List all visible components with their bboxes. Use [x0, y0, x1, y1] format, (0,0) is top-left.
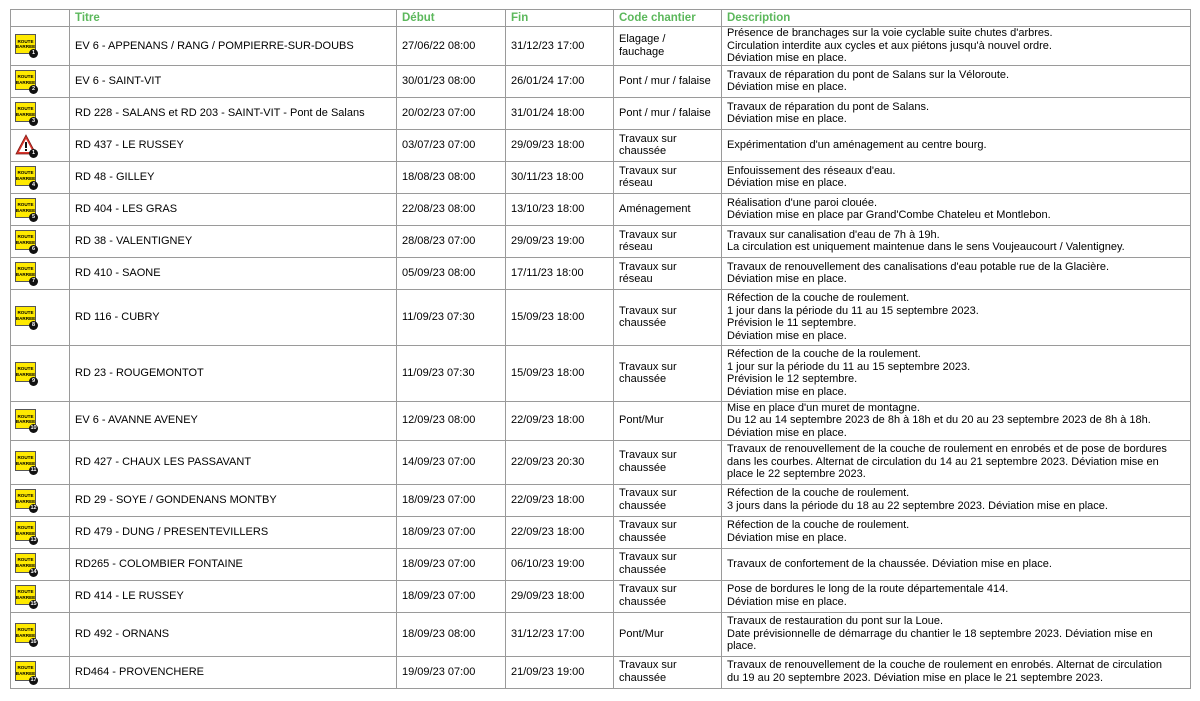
- row-number-badge: 16: [30, 638, 37, 645]
- sign-text: ROUTE: [17, 38, 34, 44]
- table-row[interactable]: [11, 65, 1191, 97]
- row-number-badge: 8: [29, 321, 38, 330]
- row-end-date: 17/11/23 18:00: [506, 257, 614, 289]
- table-row[interactable]: [11, 516, 1191, 548]
- table-row[interactable]: [11, 97, 1191, 129]
- row-description: Expérimentation d'un aménagement au centre bourg.: [722, 129, 1191, 161]
- row-description: Mise en place d'un muret de montagne. Du 12 au 14 septembre 2023 de 8h à 18h et du 20 au 23 septembre 2023 de 8h à 18h. Déviation mise en place.: [722, 401, 1191, 440]
- row-description: Pose de bordures le long de la route départementale 414. Déviation mise en place.: [722, 580, 1191, 612]
- row-start-date: 30/01/23 08:00: [397, 65, 506, 97]
- row-number-badge: 15: [30, 600, 37, 607]
- header-end[interactable]: Fin: [506, 10, 614, 27]
- row-number-badge: 10: [30, 425, 37, 432]
- row-end-date: 31/01/24 18:00: [506, 97, 614, 129]
- sign-text: BARREE: [15, 460, 36, 466]
- sign-text: ROUTE: [17, 202, 34, 208]
- row-start-date: 12/09/23 08:00: [397, 401, 506, 440]
- row-start-date: 11/09/23 07:30: [397, 289, 506, 345]
- row-end-date: 15/09/23 18:00: [506, 289, 614, 345]
- row-worksite-code: Travaux sur chaussée: [614, 548, 722, 580]
- sign-text: ROUTE: [17, 589, 34, 595]
- route-barree-sign-icon: [15, 166, 37, 189]
- table-body: [11, 27, 1191, 689]
- row-description: Présence de branchages sur la voie cyclable suite chutes d'arbres. Circulation interdite aux cycles et aux piétons jusqu'à nouvel ordre. Déviation mise en place.: [722, 27, 1191, 66]
- sign-text: ROUTE: [17, 266, 34, 272]
- table-row[interactable]: [11, 484, 1191, 516]
- header-description[interactable]: Description: [722, 10, 1191, 27]
- sign-text: ROUTE: [17, 106, 34, 112]
- row-title: RD 437 - LE RUSSEY: [70, 129, 397, 161]
- warning-triangle-icon: [15, 134, 37, 157]
- row-end-date: 29/09/23 19:00: [506, 225, 614, 257]
- row-number-badge: 12: [30, 504, 37, 511]
- row-start-date: 18/09/23 07:00: [397, 484, 506, 516]
- row-title: RD 404 - LES GRAS: [70, 193, 397, 225]
- row-start-date: 20/02/23 07:00: [397, 97, 506, 129]
- sign-text: ROUTE: [17, 525, 34, 531]
- table-row[interactable]: [11, 612, 1191, 656]
- sign-text: ROUTE: [17, 557, 34, 563]
- sign-text: BARREE: [15, 530, 36, 536]
- row-title: EV 6 - APPENANS / RANG / POMPIERRE-SUR-DOUBS: [70, 27, 397, 66]
- row-description: Travaux de réparation du pont de Salans. Déviation mise en place.: [722, 97, 1191, 129]
- sign-text: BARREE: [15, 79, 36, 85]
- row-title: EV 6 - AVANNE AVENEY: [70, 401, 397, 440]
- row-description: Travaux de confortement de la chaussée. Déviation mise en place.: [722, 548, 1191, 580]
- row-description: Enfouissement des réseaux d'eau. Déviation mise en place.: [722, 161, 1191, 193]
- row-worksite-code: Travaux sur chaussée: [614, 440, 722, 484]
- route-barree-sign-icon: [15, 409, 37, 432]
- route-barree-sign-icon: [15, 198, 37, 221]
- roadworks-table-container: [10, 9, 1190, 689]
- row-sign-cell: [11, 65, 70, 97]
- roadworks-table: [10, 9, 1191, 689]
- row-number-badge: 9: [29, 377, 38, 386]
- row-end-date: 22/09/23 18:00: [506, 516, 614, 548]
- row-end-date: 26/01/24 17:00: [506, 65, 614, 97]
- row-title: RD 38 - VALENTIGNEY: [70, 225, 397, 257]
- row-title: RD 479 - DUNG / PRESENTEVILLERS: [70, 516, 397, 548]
- row-sign-cell: [11, 580, 70, 612]
- table-row[interactable]: [11, 656, 1191, 688]
- row-end-date: 22/09/23 18:00: [506, 484, 614, 516]
- row-number-badge: 6: [29, 245, 38, 254]
- row-worksite-code: Travaux sur chaussée: [614, 129, 722, 161]
- route-barree-sign-icon: [15, 451, 37, 474]
- row-title: RD 427 - CHAUX LES PASSAVANT: [70, 440, 397, 484]
- row-start-date: 05/09/23 08:00: [397, 257, 506, 289]
- row-title: RD 48 - GILLEY: [70, 161, 397, 193]
- row-end-date: 15/09/23 18:00: [506, 345, 614, 401]
- route-barree-sign-icon: [15, 362, 37, 385]
- row-end-date: 31/12/23 17:00: [506, 612, 614, 656]
- table-row[interactable]: [11, 289, 1191, 345]
- row-title: EV 6 - SAINT-VIT: [70, 65, 397, 97]
- row-sign-cell: [11, 129, 70, 161]
- sign-text: BARREE: [15, 562, 36, 568]
- row-number-badge: 2: [29, 85, 38, 94]
- row-title: RD 414 - LE RUSSEY: [70, 580, 397, 612]
- header-code[interactable]: Code chantier: [614, 10, 722, 27]
- row-sign-cell: [11, 193, 70, 225]
- route-barree-sign-icon: [15, 553, 37, 576]
- row-number-badge: 1: [29, 49, 38, 58]
- row-number-badge: 3: [29, 117, 38, 126]
- row-description: Travaux de restauration du pont sur la Loue. Date prévisionnelle de démarrage du chantier le 18 septembre 2023. Déviation mise en place.: [722, 612, 1191, 656]
- sign-text: ROUTE: [17, 234, 34, 240]
- row-worksite-code: Travaux sur chaussée: [614, 656, 722, 688]
- sign-text: ROUTE: [17, 413, 34, 419]
- row-sign-cell: [11, 289, 70, 345]
- row-end-date: 30/11/23 18:00: [506, 161, 614, 193]
- row-end-date: 22/09/23 20:30: [506, 440, 614, 484]
- row-worksite-code: Travaux sur chaussée: [614, 289, 722, 345]
- row-sign-cell: [11, 257, 70, 289]
- sign-text: ROUTE: [17, 74, 34, 80]
- row-number-badge: 7: [29, 277, 38, 286]
- row-sign-cell: [11, 612, 70, 656]
- row-end-date: 29/09/23 18:00: [506, 580, 614, 612]
- route-barree-sign-icon: [15, 585, 37, 608]
- row-title: RD 29 - SOYE / GONDENANS MONTBY: [70, 484, 397, 516]
- sign-text: BARREE: [15, 632, 36, 638]
- row-worksite-code: Travaux sur chaussée: [614, 345, 722, 401]
- row-title: RD 228 - SALANS et RD 203 - SAINT-VIT - Pont de Salans: [70, 97, 397, 129]
- row-title: RD265 - COLOMBIER FONTAINE: [70, 548, 397, 580]
- row-start-date: 18/08/23 08:00: [397, 161, 506, 193]
- row-worksite-code: Travaux sur chaussée: [614, 516, 722, 548]
- sign-text: BARREE: [15, 594, 36, 600]
- row-start-date: 18/09/23 07:00: [397, 548, 506, 580]
- row-end-date: 21/09/23 19:00: [506, 656, 614, 688]
- row-number-badge: 1: [29, 149, 38, 158]
- row-sign-cell: [11, 27, 70, 66]
- sign-text: BARREE: [15, 44, 36, 50]
- sign-text: BARREE: [15, 371, 36, 377]
- row-sign-cell: [11, 656, 70, 688]
- row-worksite-code: Travaux sur réseau: [614, 257, 722, 289]
- table-row[interactable]: [11, 440, 1191, 484]
- row-worksite-code: Aménagement: [614, 193, 722, 225]
- sign-text: BARREE: [15, 498, 36, 504]
- row-start-date: 03/07/23 07:00: [397, 129, 506, 161]
- row-number-badge: 5: [29, 213, 38, 222]
- row-start-date: 22/08/23 08:00: [397, 193, 506, 225]
- row-end-date: 13/10/23 18:00: [506, 193, 614, 225]
- row-description: Travaux sur canalisation d'eau de 7h à 19h. La circulation est uniquement maintenue dans le sens Voujeaucourt / Valentigney.: [722, 225, 1191, 257]
- row-sign-cell: [11, 440, 70, 484]
- row-number-badge: 4: [29, 181, 38, 190]
- sign-text: ROUTE: [17, 170, 34, 176]
- route-barree-sign-icon: [15, 661, 37, 684]
- row-sign-cell: [11, 516, 70, 548]
- sign-text: BARREE: [15, 271, 36, 277]
- route-barree-sign-icon: [15, 230, 37, 253]
- sign-text: BARREE: [15, 175, 36, 181]
- row-title: RD 23 - ROUGEMONTOT: [70, 345, 397, 401]
- row-number-badge: 13: [30, 536, 37, 543]
- row-worksite-code: Elagage / fauchage: [614, 27, 722, 66]
- sign-text: BARREE: [15, 239, 36, 245]
- sign-text: BARREE: [15, 670, 36, 676]
- row-number-badge: 11: [30, 466, 37, 473]
- route-barree-sign-icon: [15, 623, 37, 646]
- table-row[interactable]: [11, 225, 1191, 257]
- sign-text: BARREE: [15, 111, 36, 117]
- table-row[interactable]: [11, 129, 1191, 161]
- row-description: Réalisation d'une paroi clouée. Déviation mise en place par Grand'Combe Chateleu et Montlebon.: [722, 193, 1191, 225]
- route-barree-sign-icon: [15, 521, 37, 544]
- header-title[interactable]: Titre: [70, 10, 397, 27]
- row-end-date: 29/09/23 18:00: [506, 129, 614, 161]
- row-start-date: 27/06/22 08:00: [397, 27, 506, 66]
- row-description: Travaux de réparation du pont de Salans sur la Véloroute. Déviation mise en place.: [722, 65, 1191, 97]
- table-header-row: [11, 10, 1191, 27]
- route-barree-sign-icon: [15, 34, 37, 57]
- row-start-date: 14/09/23 07:00: [397, 440, 506, 484]
- row-sign-cell: [11, 161, 70, 193]
- sign-text: ROUTE: [17, 627, 34, 633]
- sign-text: ROUTE: [17, 310, 34, 316]
- row-sign-cell: [11, 401, 70, 440]
- route-barree-sign-icon: [15, 70, 37, 93]
- table-row[interactable]: [11, 345, 1191, 401]
- row-end-date: 22/09/23 18:00: [506, 401, 614, 440]
- table-row[interactable]: [11, 27, 1191, 66]
- row-title: RD 116 - CUBRY: [70, 289, 397, 345]
- sign-text: BARREE: [15, 419, 36, 425]
- row-end-date: 31/12/23 17:00: [506, 27, 614, 66]
- sign-text: ROUTE: [17, 493, 34, 499]
- row-worksite-code: Pont / mur / falaise: [614, 65, 722, 97]
- row-worksite-code: Travaux sur réseau: [614, 161, 722, 193]
- row-number-badge: 14: [30, 568, 37, 575]
- row-title: RD 410 - SAONE: [70, 257, 397, 289]
- sign-text: ROUTE: [17, 366, 34, 372]
- sign-text: ROUTE: [17, 455, 34, 461]
- row-sign-cell: [11, 548, 70, 580]
- row-start-date: 18/09/23 08:00: [397, 612, 506, 656]
- table-row[interactable]: [11, 548, 1191, 580]
- row-start-date: 11/09/23 07:30: [397, 345, 506, 401]
- row-sign-cell: [11, 484, 70, 516]
- row-start-date: 18/09/23 07:00: [397, 516, 506, 548]
- row-sign-cell: [11, 225, 70, 257]
- row-description: Réfection de la couche de la roulement. 1 jour sur la période du 11 au 15 septembre 2023. Prévision le 12 septembre. Déviation mise en place.: [722, 345, 1191, 401]
- table-row[interactable]: [11, 580, 1191, 612]
- table-row[interactable]: [11, 257, 1191, 289]
- sign-text: BARREE: [15, 207, 36, 213]
- row-description: Réfection de la couche de roulement. Déviation mise en place.: [722, 516, 1191, 548]
- header-icon: [11, 10, 70, 27]
- row-description: Travaux de renouvellement de la couche de roulement en enrobés et de pose de bordures dans les courbes. Alternat de circulation du 14 au 21 septembre 2023. Déviation mise en place le 22 septembre 2023.: [722, 440, 1191, 484]
- row-sign-cell: [11, 97, 70, 129]
- row-worksite-code: Pont/Mur: [614, 612, 722, 656]
- row-worksite-code: Pont / mur / falaise: [614, 97, 722, 129]
- row-description: Travaux de renouvellement des canalisations d'eau potable rue de la Glacière. Déviation mise en place.: [722, 257, 1191, 289]
- row-start-date: 18/09/23 07:00: [397, 580, 506, 612]
- row-title: RD 492 - ORNANS: [70, 612, 397, 656]
- row-number-badge: 17: [30, 676, 37, 683]
- route-barree-sign-icon: [15, 306, 37, 329]
- row-end-date: 06/10/23 19:00: [506, 548, 614, 580]
- row-description: Réfection de la couche de roulement. 3 jours dans la période du 18 au 22 septembre 2023. Déviation mise en place.: [722, 484, 1191, 516]
- table-row[interactable]: [11, 193, 1191, 225]
- row-description: Réfection de la couche de roulement. 1 jour dans la période du 11 au 15 septembre 2023. Prévision le 11 septembre. Déviation mise en place.: [722, 289, 1191, 345]
- sign-text: ROUTE: [17, 665, 34, 671]
- sign-text: BARREE: [15, 315, 36, 321]
- header-start[interactable]: Début: [397, 10, 506, 27]
- row-start-date: 19/09/23 07:00: [397, 656, 506, 688]
- route-barree-sign-icon: [15, 102, 37, 125]
- row-sign-cell: [11, 345, 70, 401]
- row-worksite-code: Travaux sur chaussée: [614, 484, 722, 516]
- row-worksite-code: Pont/Mur: [614, 401, 722, 440]
- row-worksite-code: Travaux sur réseau: [614, 225, 722, 257]
- table-row[interactable]: [11, 401, 1191, 440]
- row-title: RD464 - PROVENCHERE: [70, 656, 397, 688]
- row-description: Travaux de renouvellement de la couche de roulement en enrobés. Alternat de circulation du 19 au 20 septembre 2023. Déviation mise en place le 21 septembre 2023.: [722, 656, 1191, 688]
- row-start-date: 28/08/23 07:00: [397, 225, 506, 257]
- route-barree-sign-icon: [15, 262, 37, 285]
- table-row[interactable]: [11, 161, 1191, 193]
- route-barree-sign-icon: [15, 489, 37, 512]
- row-worksite-code: Travaux sur chaussée: [614, 580, 722, 612]
